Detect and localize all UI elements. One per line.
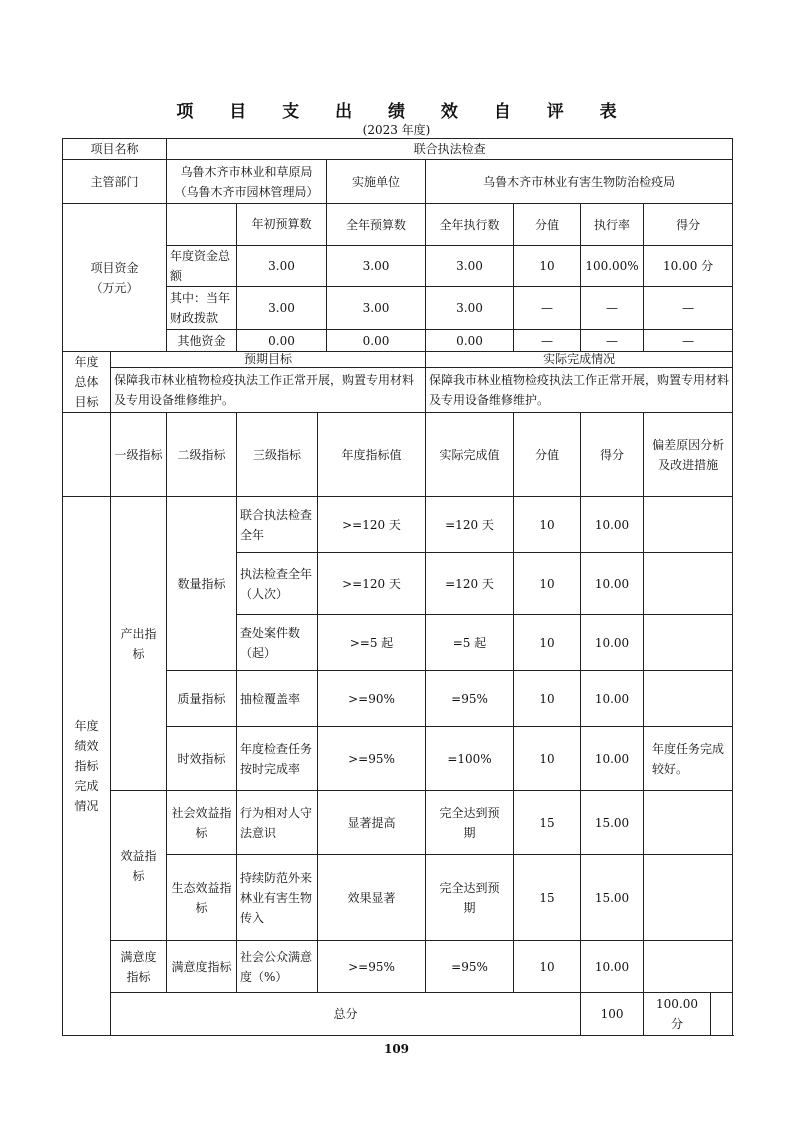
actual-cell: =95% [426, 671, 514, 727]
level1-benefit: 效益指标 [111, 791, 167, 941]
score-value-cell: 15 [514, 855, 581, 941]
target-cell: >=90% [318, 671, 426, 727]
score-value-cell: 15 [514, 791, 581, 855]
unit-value: 乌鲁木齐市林业有害生物防治检疫局 [426, 160, 733, 204]
score-value-cell: 10 [514, 671, 581, 727]
target-cell: 显著提高 [318, 791, 426, 855]
level2-timeliness: 时效指标 [167, 727, 237, 791]
funds-row-rate: — [581, 287, 644, 330]
target-cell: >=95% [318, 941, 426, 993]
funds-header-initial: 年初预算数 [237, 204, 327, 246]
funds-row-score: — [644, 330, 733, 352]
actual-cell: 完全达到预期 [426, 791, 514, 855]
funds-row-rate: — [581, 330, 644, 352]
level3-cell: 联合执法检查全年 [237, 497, 318, 553]
goal-label: 年度总体目标 [63, 352, 111, 413]
target-cell: >=120 天 [318, 553, 426, 615]
level2-ecological: 生态效益指标 [167, 855, 237, 941]
level3-cell: 持续防范外来林业有害生物传入 [237, 855, 318, 941]
year-subtitle: (2023 年度) [362, 123, 431, 137]
dept-value-line2: （乌鲁木齐市园林管理局） [174, 184, 319, 199]
header-level3: 三级指标 [237, 413, 318, 497]
funds-label [63, 204, 167, 352]
header-level1: 一级指标 [111, 413, 167, 497]
level3-cell: 执法检查全年（人次） [237, 553, 318, 615]
header-actual: 实际完成值 [426, 413, 514, 497]
score-value-cell: 10 [514, 615, 581, 671]
score-cell: 10.00 [581, 553, 644, 615]
score-value-cell: 10 [514, 553, 581, 615]
deviation-cell [644, 553, 733, 615]
score-cell: 10.00 [581, 615, 644, 671]
score-cell: 15.00 [581, 791, 644, 855]
actual-cell: =95% [426, 941, 514, 993]
funds-row-score: 10.00 分 [644, 246, 733, 287]
funds-header-rate: 执行率 [581, 204, 644, 246]
level3-cell: 抽检覆盖率 [237, 671, 318, 727]
header-score-value: 分值 [514, 413, 581, 497]
target-cell: >=95% [318, 727, 426, 791]
header-score: 得分 [581, 413, 644, 497]
target-cell: >=5 起 [318, 615, 426, 671]
header-target: 年度指标值 [318, 413, 426, 497]
level2-quantity: 数量指标 [167, 497, 237, 671]
level2-quality: 质量指标 [167, 671, 237, 727]
actual-cell: =5 起 [426, 615, 514, 671]
funds-header-blank [167, 204, 237, 246]
funds-header-executed: 全年执行数 [426, 204, 514, 246]
funds-row-annual: 3.00 [327, 246, 426, 287]
deviation-cell [644, 497, 733, 553]
funds-row-score-value: — [514, 287, 581, 330]
level2-social: 社会效益指标 [167, 791, 237, 855]
score-value-cell: 10 [514, 727, 581, 791]
actual-cell: =120 天 [426, 497, 514, 553]
funds-row-executed: 3.00 [426, 287, 514, 330]
funds-row-executed: 0.00 [426, 330, 514, 352]
header-deviation: 偏差原因分析及改进措施 [644, 413, 733, 497]
funds-header-score-value: 分值 [514, 204, 581, 246]
goal-actual-text: 保障我市林业植物检疫执法工作正常开展，购置专用材料及专用设备维修维护。 [426, 368, 733, 413]
score-cell: 15.00 [581, 855, 644, 941]
total-score: 100.00 分 [644, 993, 711, 1036]
goal-expected-text: 保障我市林业植物检疫执法工作正常开展，购置专用材料及专用设备维修维护。 [111, 368, 426, 413]
project-name-value: 联合执法检查 [167, 139, 733, 160]
level2-satisfaction: 满意度指标 [167, 941, 237, 993]
funds-row-rate: 100.00% [581, 246, 644, 287]
funds-row-name: 其中：当年财政拨款 [167, 287, 237, 330]
score-cell: 10.00 [581, 671, 644, 727]
deviation-cell [644, 615, 733, 671]
goal-actual-header: 实际完成情况 [426, 352, 733, 368]
funds-row-initial: 3.00 [237, 287, 327, 330]
indicators-section-label: 年度绩效指标完成情况 [63, 497, 111, 1036]
unit-label: 实施单位 [327, 160, 426, 204]
funds-row-score: — [644, 287, 733, 330]
funds-header-annual: 全年预算数 [327, 204, 426, 246]
score-cell: 10.00 [581, 497, 644, 553]
funds-row-annual: 0.00 [327, 330, 426, 352]
funds-row-name: 其他资金 [167, 330, 237, 352]
deviation-cell: 年度任务完成较好。 [644, 727, 733, 791]
total-deviation-blank [711, 993, 733, 1036]
target-cell: 效果显著 [318, 855, 426, 941]
score-cell: 10.00 [581, 727, 644, 791]
funds-label-line1: 项目资金 [90, 260, 139, 275]
funds-row-initial: 0.00 [237, 330, 327, 352]
dept-label: 主管部门 [63, 160, 167, 204]
actual-cell: =100% [426, 727, 514, 791]
project-name-label: 项目名称 [63, 139, 167, 160]
self-evaluation-table [62, 138, 733, 1036]
level3-cell: 查处案件数（起） [237, 615, 318, 671]
target-cell: >=120 天 [318, 497, 426, 553]
funds-header-score: 得分 [644, 204, 733, 246]
deviation-cell [644, 941, 733, 993]
goal-expected-header: 预期目标 [111, 352, 426, 368]
actual-cell: 完全达到预期 [426, 855, 514, 941]
total-label: 总分 [111, 993, 581, 1036]
funds-row-executed: 3.00 [426, 246, 514, 287]
funds-label-line2: （万元） [90, 280, 139, 295]
deviation-cell [644, 855, 733, 941]
deviation-cell [644, 791, 733, 855]
header-level2: 二级指标 [167, 413, 237, 497]
score-value-cell: 10 [514, 497, 581, 553]
level3-cell: 社会公众满意度（%） [237, 941, 318, 993]
funds-row-name: 年度资金总额 [167, 246, 237, 287]
level3-cell: 年度检查任务按时完成率 [237, 727, 318, 791]
page-title: 项 目 支 出 绩 效 自 评 表 [176, 102, 632, 122]
dept-value [167, 160, 327, 204]
funds-row-annual: 3.00 [327, 287, 426, 330]
actual-cell: =120 天 [426, 553, 514, 615]
dept-value-line1: 乌鲁木齐市林业和草原局 [180, 164, 313, 179]
funds-row-score-value: — [514, 330, 581, 352]
score-value-cell: 10 [514, 941, 581, 993]
funds-row-initial: 3.00 [237, 246, 327, 287]
level3-cell: 行为相对人守法意识 [237, 791, 318, 855]
total-score-value: 100 [581, 993, 644, 1036]
page-number: 109 [383, 1042, 410, 1056]
score-cell: 10.00 [581, 941, 644, 993]
deviation-cell [644, 671, 733, 727]
funds-row-score-value: 10 [514, 246, 581, 287]
level1-output: 产出指标 [111, 497, 167, 791]
indicator-header-blank [63, 413, 111, 497]
level1-satisfaction: 满意度指标 [111, 941, 167, 993]
